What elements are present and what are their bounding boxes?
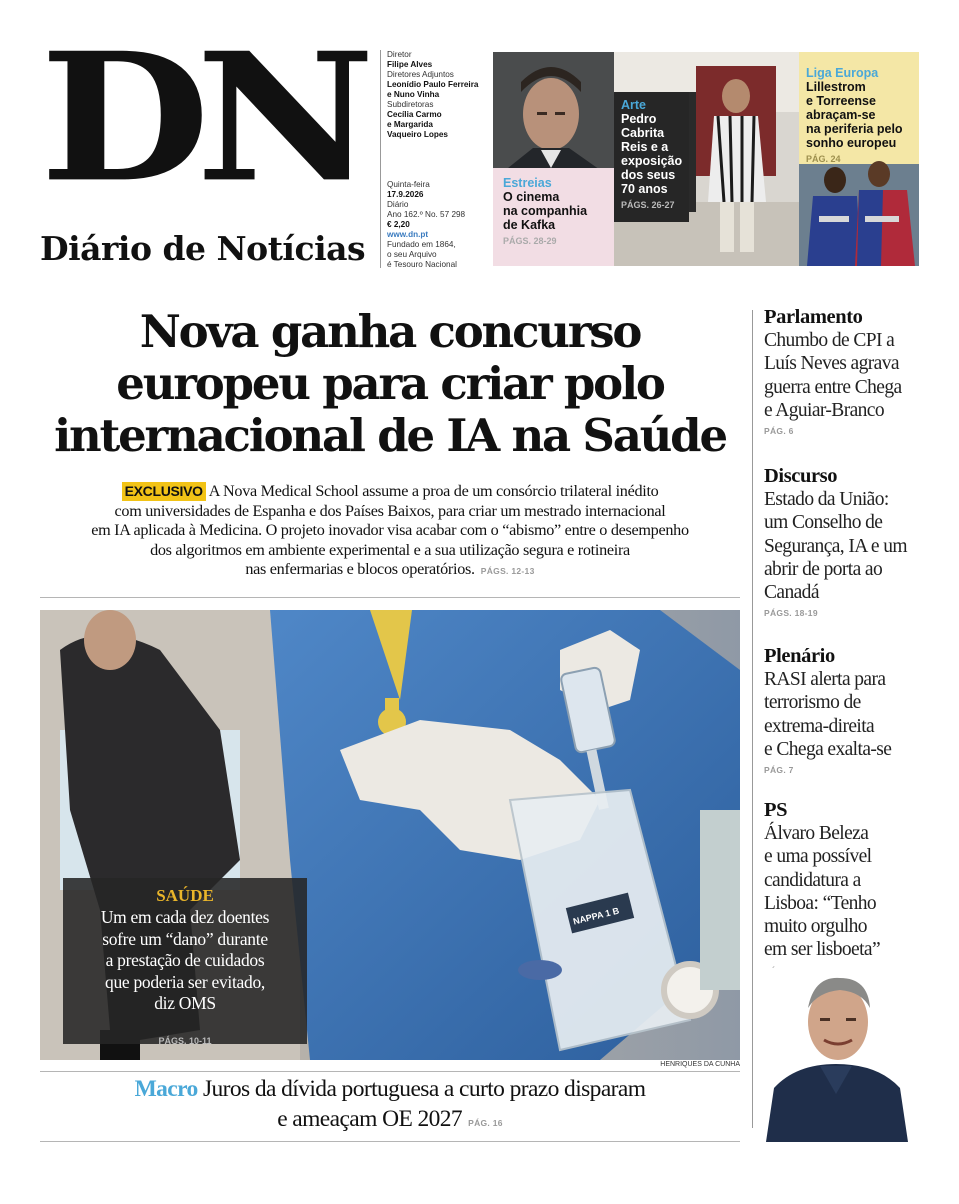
- divider: [40, 1141, 740, 1142]
- dn-logo[interactable]: [40, 14, 362, 228]
- teaser-headline-line: na periferia pelo: [806, 122, 903, 136]
- teaser-page: PÁGS. 28-29: [503, 236, 557, 246]
- photo-caption-line: Um em cada dez doentes: [100, 907, 270, 927]
- side-headline-line: RASI alerta para: [764, 669, 886, 690]
- macro-kicker: Macro: [134, 1076, 198, 1102]
- photo-caption-line: que poderia ser evitado,: [105, 971, 265, 992]
- teaser-liga-europa[interactable]: [799, 52, 919, 266]
- subdirectors-line: Cecília Carmo: [387, 110, 442, 119]
- standfirst-line: com universidades de Espanha e dos Países Baixos, para criar um mestrado internacional: [114, 501, 666, 520]
- subdirectors-line: Vaqueiro Lopes: [387, 130, 448, 139]
- side-story-discurso[interactable]: [764, 464, 929, 618]
- photo-caption-line: a prestação de cuidados: [105, 950, 265, 970]
- teaser-headline-line: de Kafka: [503, 218, 556, 232]
- side-story-ps[interactable]: [764, 798, 929, 976]
- teaser-headline-line: 70 anos: [621, 182, 668, 196]
- photo-caption-line: diz OMS: [154, 993, 216, 1013]
- founded-note: o seu Arquivo: [387, 250, 437, 259]
- website-link[interactable]: www.dn.pt: [387, 230, 429, 239]
- logo-letters: DN: [40, 14, 362, 222]
- lead-headline[interactable]: [40, 306, 740, 462]
- subdirectors-role: Subdiretoras: [387, 100, 434, 109]
- teaser-headline-line: Lillestrom: [806, 80, 866, 94]
- deputies-role: Diretores Adjuntos: [387, 70, 454, 79]
- side-headline-line: muito orgulho: [764, 916, 867, 938]
- side-kicker: PS: [764, 799, 788, 821]
- side-headline-line: abrir de porta ao: [764, 558, 883, 580]
- teaser-headline-line: O cinema: [503, 190, 560, 204]
- lead-headline-line: europeu para criar polo: [116, 357, 664, 410]
- standfirst-line: dos algoritmos em ambiente experimental e a sua utilização segura e rotineira: [150, 540, 630, 559]
- macro-page: PÁG. 16: [468, 1118, 503, 1128]
- side-headline-line: Segurança, IA e um: [764, 535, 907, 557]
- photo-caption-box[interactable]: [63, 878, 307, 1044]
- side-kicker: Parlamento: [764, 306, 863, 328]
- side-headline-line: e uma possível: [764, 846, 872, 868]
- teaser-page: PÁGS. 26-27: [621, 200, 675, 210]
- deputies-line: Leonídio Paulo Ferreira: [387, 80, 479, 89]
- teaser-kicker: Estreias: [503, 176, 552, 190]
- weekday: Quinta-feira: [387, 180, 430, 189]
- frequency: Diário: [387, 200, 409, 209]
- teaser-arte-text: [621, 98, 691, 212]
- photo-caption-page: PÁGS. 10-11: [158, 1035, 212, 1046]
- iv-bag-label: NAPPA 1 B: [572, 905, 621, 927]
- teaser-arte[interactable]: [614, 52, 799, 266]
- standfirst-line: em IA aplicada à Medicina. O projeto inovador visa acabar com o “abismo” entre o desempenho: [91, 521, 689, 539]
- staff-box: [380, 50, 485, 268]
- macro-story[interactable]: [40, 1074, 740, 1138]
- divider: [40, 597, 740, 598]
- subdirectors-line: e Margarida: [387, 120, 433, 129]
- side-kicker: Plenário: [764, 645, 835, 667]
- side-headline-line: extrema-direita: [764, 715, 875, 737]
- director-name: Filipe Alves: [387, 60, 433, 69]
- teaser-headline-line: Reis e a: [621, 140, 669, 154]
- teaser-liga-text: [806, 66, 918, 166]
- photo-credit: HENRIQUES DA CUNHA: [660, 1061, 740, 1068]
- side-headline-line: Canadá: [764, 582, 819, 604]
- teaser-headline-line: dos seus: [621, 168, 676, 182]
- side-story-plenario[interactable]: [764, 644, 929, 775]
- issue-date: 17.9.2026: [387, 190, 424, 199]
- lead-page: PÁGS. 12-13: [480, 566, 535, 576]
- side-headline-line: candidatura a: [764, 869, 861, 891]
- side-headline-line: em ser lisboeta”: [764, 939, 881, 961]
- teaser-headline-line: e Torreense: [806, 94, 876, 108]
- macro-headline-line: Juros da dívida portuguesa a curto prazo disparam: [202, 1076, 646, 1102]
- teaser-kicker: Arte: [621, 98, 647, 112]
- side-headline-line: e Aguiar-Branco: [764, 399, 885, 421]
- teaser-headline-line: Cabrita: [621, 126, 665, 140]
- side-headline-line: um Conselho de: [764, 512, 883, 534]
- lead-headline-line: internacional de IA na Saúde: [54, 409, 726, 462]
- lead-standfirst: [40, 482, 740, 582]
- exclusivo-badge: EXCLUSIVO: [122, 482, 206, 501]
- issue-number: Ano 162.º No. 57 298: [387, 210, 466, 219]
- photo-caption-kicker: SAÚDE: [156, 886, 214, 905]
- side-story-parlamento[interactable]: [764, 305, 929, 436]
- side-headline-line: Lisboa: “Tenho: [764, 892, 877, 914]
- teaser-page: PÁG. 24: [806, 154, 841, 164]
- standfirst-line: A Nova Medical School assume a proa de um consórcio trilateral inédito: [208, 482, 659, 500]
- teaser-headline-line: na companhia: [503, 204, 588, 218]
- side-page: PÁGS. 18-19: [764, 608, 818, 619]
- paper-name: Diário de Notícias: [40, 229, 366, 268]
- column-divider: [752, 310, 753, 1128]
- teaser-estreias[interactable]: [493, 52, 614, 266]
- side-headline-line: Álvaro Beleza: [764, 823, 869, 844]
- side-page: PÁG. 6: [764, 426, 794, 437]
- photo-caption-line: sofre um “dano” durante: [102, 928, 268, 949]
- side-headline-line: e Chega exalta-se: [764, 738, 892, 760]
- portrait-photo: [756, 968, 918, 1142]
- side-headline-line: Estado da União:: [764, 489, 889, 510]
- director-role: Diretor: [387, 50, 412, 59]
- side-headline-line: guerra entre Chega: [764, 376, 902, 398]
- divider: [40, 1071, 740, 1072]
- side-headline-line: terrorismo de: [764, 692, 861, 714]
- price: € 2,20: [387, 220, 410, 229]
- teaser-headline-line: exposição: [621, 154, 683, 168]
- founded-note: Fundado em 1864,: [387, 240, 456, 249]
- side-kicker: Discurso: [764, 465, 838, 487]
- lead-headline-line: Nova ganha concurso: [139, 305, 641, 358]
- side-page: PÁG. 7: [764, 765, 794, 776]
- side-headline-line: Luís Neves agrava: [764, 353, 899, 375]
- teaser-headline-line: sonho europeu: [806, 136, 897, 150]
- man-portrait-image: [756, 968, 918, 1142]
- teaser-kicker: Liga Europa: [806, 66, 879, 80]
- macro-headline-line: e ameaçam OE 2027: [277, 1106, 463, 1132]
- founded-note: é Tesouro Nacional: [387, 260, 457, 269]
- standfirst-line: nas enfermarias e blocos operatórios.: [245, 560, 475, 578]
- teaser-headline-line: Pedro: [621, 112, 657, 126]
- teaser-headline-line: abraçam-se: [806, 108, 876, 122]
- deputies-line: e Nuno Vinha: [387, 90, 440, 99]
- teaser-estreias-text: [503, 176, 611, 248]
- side-headline-line: Chumbo de CPI a: [764, 330, 895, 351]
